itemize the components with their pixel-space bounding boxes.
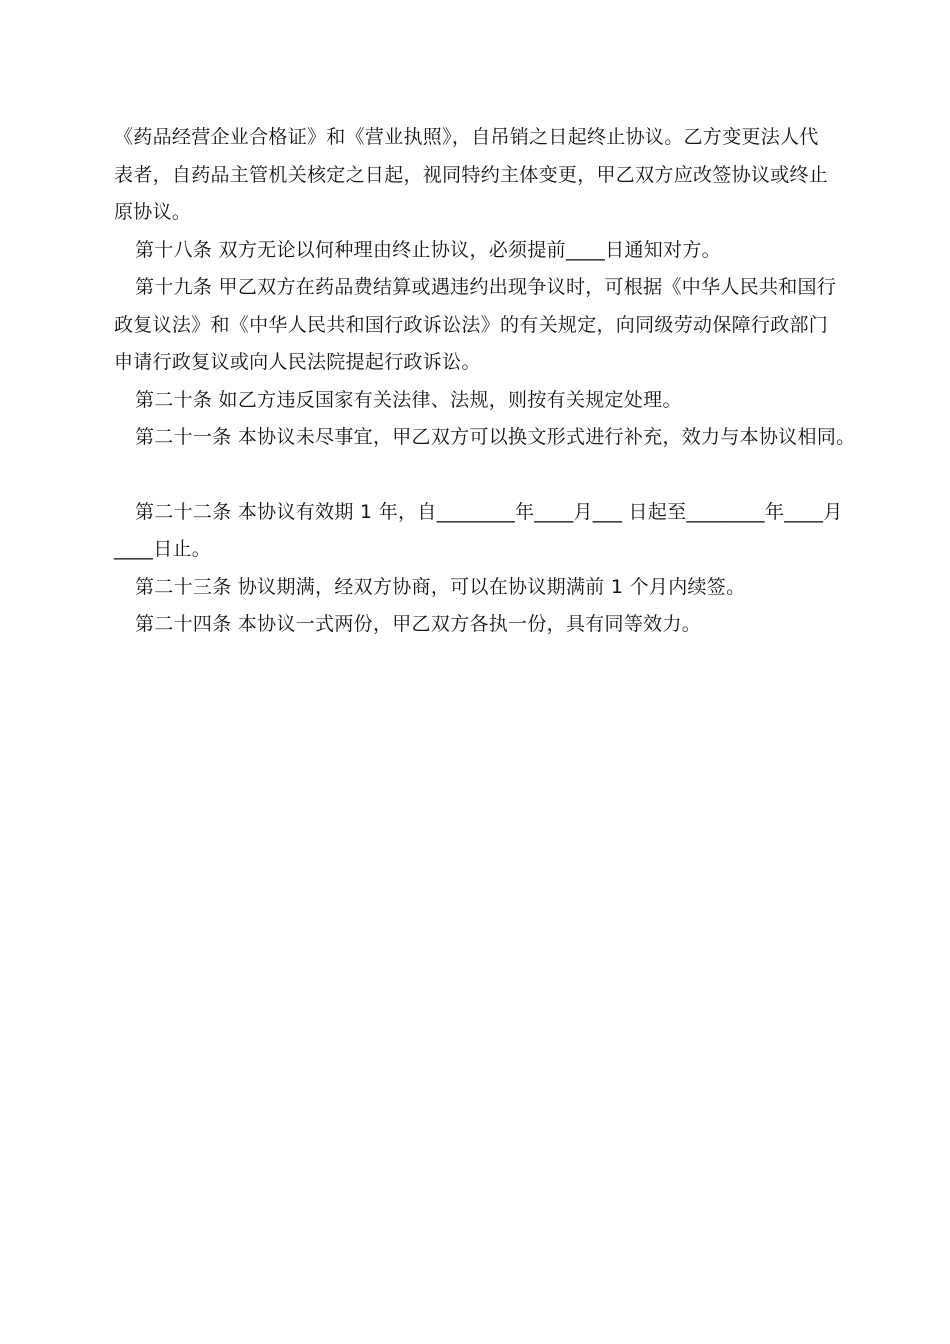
article-20: 第二十条 如乙方违反国家有关法律、法规，则按有关规定处理。 — [135, 389, 682, 411]
article-19: 第十九条 甲乙双方在药品费结算或遇违约出现争议时，可根据《中华人民共和国行 — [135, 276, 837, 298]
article-23: 第二十三条 协议期满，经双方协商，可以在协议期满前 1 个月内续签。 — [135, 576, 746, 598]
article-21: 第二十一条 本协议未尽事宜，甲乙双方可以换文形式进行补充，效力与本协议相同。 — [135, 426, 856, 448]
text-line: 政复议法》和《中华人民共和国行政诉讼法》的有关规定，向同级劳动保障行政部门 — [114, 314, 829, 336]
text-line: 申请行政复议或向人民法院提起行政诉讼。 — [114, 351, 481, 373]
text-line: 《药品经营企业合格证》和《营业执照》，自吊销之日起终止协议。乙方变更法人代 — [114, 126, 819, 148]
text-line: ____日止。 — [114, 538, 212, 560]
article-18: 第十八条 双方无论以何种理由终止协议，必须提前____日通知对方。 — [135, 239, 721, 261]
text-line: 原协议。 — [114, 201, 192, 223]
article-24: 第二十四条 本协议一式两份，甲乙双方各执一份，具有同等效力。 — [135, 613, 702, 635]
article-22: 第二十二条 本协议有效期 1 年，自________年____月___ 日起至________年____月 — [135, 501, 843, 523]
text-line: 表者，自药品主管机关核定之日起，视同特约主体变更，甲乙双方应改签协议或终止 — [114, 164, 829, 186]
